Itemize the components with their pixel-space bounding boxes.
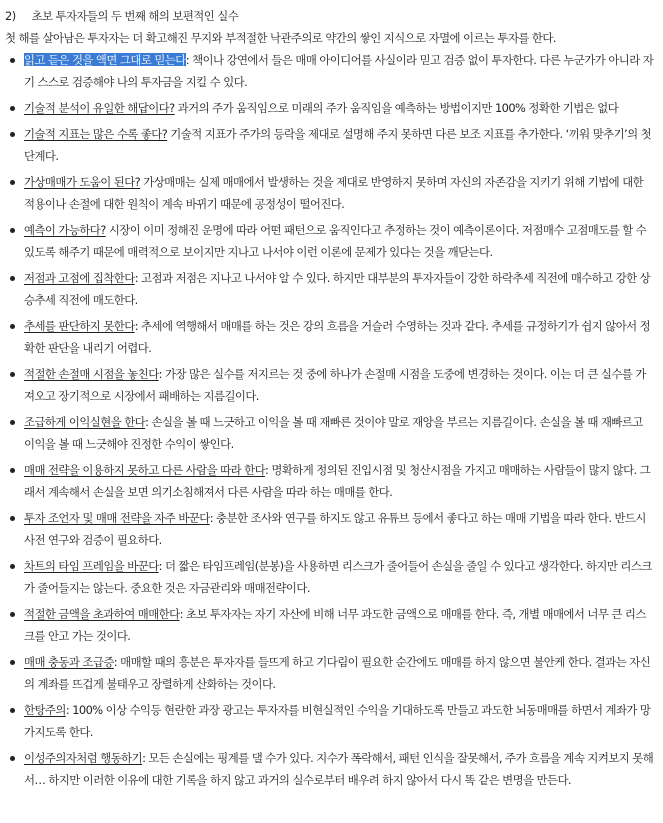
- list-item-separator: :: [142, 751, 146, 765]
- list-item-separator: :: [134, 319, 138, 333]
- list-item: [0, 363, 655, 407]
- list-item-term[interactable]: 한탕주의: [24, 703, 66, 717]
- list-item: [0, 651, 655, 695]
- bullet-icon: [10, 132, 15, 137]
- list-item-term[interactable]: 이성주의자처럼 행동하기: [24, 751, 143, 765]
- list-item-text: 추세에 역행해서 매매를 하는 것은 강의 흐름을 거슬러 수영하는 것과 같다. 추세를 규정하기가 쉽지 않아서 정확한 판단을 내리기 어렵다.: [24, 319, 651, 355]
- list-item-term[interactable]: 예측이 가능하다?: [24, 223, 106, 237]
- list-item-term[interactable]: 기술적 지표는 많은 수록 좋다?: [24, 127, 168, 141]
- list-item-text: 가상매매는 실제 매매에서 발생하는 것을 제대로 반영하지 못하며 자신의 자존감을 지키기 위해 기법에 대한 적용이나 손절에 대한 원칙이 계속 바뀌기 때문에 공정성이 떨어진다.: [24, 175, 644, 211]
- list-item-term[interactable]: 투자 조언자 및 매매 전략을 자주 바꾼다: [24, 511, 210, 525]
- list-item-term[interactable]: 적절한 손절매 시점을 놓친다: [24, 367, 159, 381]
- list-item-separator: :: [158, 367, 162, 381]
- bullet-icon: [10, 420, 15, 425]
- list-item-text: 가장 많은 실수를 저지르는 것 중에 하나가 손절매 시점을 도중에 변경하는 것이다. 이는 더 큰 실수를 가져오고 장기적으로 시장에서 패배하는 지름길이다.: [24, 367, 646, 403]
- list-item-separator: :: [65, 703, 70, 717]
- list-item-term[interactable]: 매매 충동과 조급증: [24, 655, 114, 669]
- list-item: [0, 49, 655, 93]
- bullet-icon: [10, 660, 15, 665]
- list-item: [0, 97, 655, 119]
- list-item-separator: :: [179, 607, 183, 621]
- bullet-icon: [10, 612, 15, 617]
- list-item: [0, 699, 655, 743]
- list-item-text: 충분한 조사와 연구를 하지도 않고 유튜브 등에서 좋다고 하는 매매 기법을 따라 한다. 반드시 사전 연구와 검증이 필요하다.: [24, 511, 646, 547]
- list-item-term[interactable]: 읽고 듣은 것을 액면 그대로 믿는다: [24, 53, 186, 67]
- list-item-term[interactable]: 기술적 분석이 유일한 해답이다?: [24, 101, 175, 115]
- list-item-term[interactable]: 저점과 고점에 집착한다: [24, 271, 135, 285]
- bullet-icon: [10, 516, 15, 521]
- list-item-text: 과거의 주가 움직임으로 미래의 주가 움직임을 예측하는 방법이지만 100% 정확한 기법은 없다: [174, 101, 619, 115]
- list-item-separator: :: [265, 463, 269, 477]
- list-item-text: 명확하게 정의된 진입시점 및 청산시점을 가지고 매매하는 사람들이 많지 않다. 그래서 계속해서 손실을 보면 의기소침해져서 다른 사람을 따라 하는 매매를 한다.: [24, 463, 651, 499]
- list-item-text: 고점과 저점은 지나고 나서야 알 수 있다. 하지만 대부분의 투자자들이 강한 하락추세 직전에 매수하고 강한 상승추세 직전에 매도한다.: [24, 271, 651, 307]
- bullet-icon: [10, 756, 15, 761]
- list-item-text: 책이나 강연에서 들은 매매 아이디어를 사실이라 믿고 검증 없이 투자한다. 다른 누군가가 아니라 자기 스스로 검증해야 나의 투자금을 지킬 수 있다.: [24, 53, 654, 89]
- section-heading: [0, 5, 655, 27]
- list-item: [0, 219, 655, 263]
- list-item: [0, 555, 655, 599]
- list-item-text: 손실을 볼 때 느긋하고 이익을 볼 때 재빠른 것이야 말로 재앙을 부르는 지름길이다. 손실을 볼 때 재빠르고 이익을 볼 때 느긋해야 진정한 수익이 쌓인다.: [24, 415, 643, 451]
- list-item-text: 시장이 이미 정해진 운명에 따라 어떤 패턴으로 움직인다고 추정하는 것이 예측이론이다. 저점매수 고점매도를 할 수 있도록 해주기 때문에 매력적으로 보이지만 지나고 나서야 이런 이론에 문제가 있다는 것을 깨닫는다.: [24, 223, 647, 259]
- list-item-separator: :: [113, 655, 118, 669]
- bullet-icon: [10, 180, 15, 185]
- list-item-text: 100% 이상 수익등 현란한 과장 광고는 투자자를 비현실적인 수익을 기대하도록 만들고 과도한 뇌동매매를 하면서 계좌가 망가지도록 한다.: [24, 703, 651, 739]
- list-item-text: 매매할 때의 흥분은 투자자를 들뜨게 하고 기다림이 필요한 순간에도 매매를 하지 않으면 불안케 한다. 결과는 자신의 계좌를 뜨겁게 불태우고 장렬하게 산화하는 것이다.: [24, 655, 651, 691]
- list-item: [0, 507, 655, 551]
- bullet-icon: [10, 228, 15, 233]
- list-item-term[interactable]: 추세를 판단하지 못한다: [24, 319, 135, 333]
- bullet-icon: [10, 468, 15, 473]
- list-item-separator: :: [158, 559, 162, 573]
- list-item: [0, 603, 655, 647]
- list-item-term[interactable]: 조급하게 이익실현을 한다: [24, 415, 146, 429]
- mistake-list: [0, 49, 655, 791]
- list-item-term[interactable]: 가상매매가 도움이 된다?: [24, 175, 141, 189]
- bullet-icon: [10, 106, 15, 111]
- bullet-icon: [10, 276, 15, 281]
- list-item-separator: :: [185, 53, 189, 67]
- list-item-text: 모든 손실에는 핑계를 댈 수가 있다. 지수가 폭락해서, 패턴 인식을 잘못해서, 주가 흐름을 계속 지켜보지 못해서… 하지만 이러한 이유에 대한 기록을 하지 않고 과거의 실수로부터 배우려 하지 않아서 다시 똑 같은 변명을 만든다.: [24, 751, 654, 787]
- list-item-text: 초보 투자자는 자기 자산에 비해 너무 과도한 금액으로 매매를 한다. 즉, 개별 매매에서 너무 큰 리스크를 안고 가는 것이다.: [24, 607, 646, 643]
- bullet-icon: [10, 708, 15, 713]
- list-item: [0, 459, 655, 503]
- list-item: [0, 315, 655, 359]
- list-item: [0, 123, 655, 167]
- list-item: [0, 747, 655, 791]
- bullet-icon: [10, 58, 15, 63]
- list-item-text: 더 짧은 타임프레임(분봉)을 사용하면 리스크가 줄어들어 손실을 줄일 수 있다고 생각한다. 하지만 리스크가 줄어들지는 않는다. 중요한 것은 자금관리와 매매전략이다.: [24, 559, 652, 595]
- list-item-separator: :: [145, 415, 149, 429]
- list-item-separator: :: [134, 271, 138, 285]
- list-item-term[interactable]: 차트의 타임 프레임을 바꾼다: [24, 559, 159, 573]
- list-item: [0, 171, 655, 215]
- section-number: 2): [5, 9, 16, 23]
- bullet-icon: [10, 564, 15, 569]
- list-item: [0, 267, 655, 311]
- list-item-term[interactable]: 적절한 금액을 초과하여 매매한다: [24, 607, 180, 621]
- list-item: [0, 411, 655, 455]
- bullet-icon: [10, 372, 15, 377]
- list-item-text: 기술적 지표가 주가의 등락을 제대로 설명해 주지 못하면 다른 보조 지표를 추가한다. ‘끼워 맞추기’의 첫 단계다.: [24, 127, 652, 163]
- list-item-term[interactable]: 매매 전략을 이용하지 못하고 다른 사람을 따라 한다: [24, 463, 266, 477]
- list-item-separator: :: [209, 511, 213, 525]
- bullet-icon: [10, 324, 15, 329]
- intro-paragraph: 첫 해를 살아남은 투자자는 더 확고해진 무지와 부적절한 낙관주의로 약간의 쌓인 지식으로 자멸에 이르는 투자를 한다.: [5, 31, 556, 45]
- section-title: 초보 투자자들의 두 번째 해의 보편적인 실수: [31, 9, 239, 23]
